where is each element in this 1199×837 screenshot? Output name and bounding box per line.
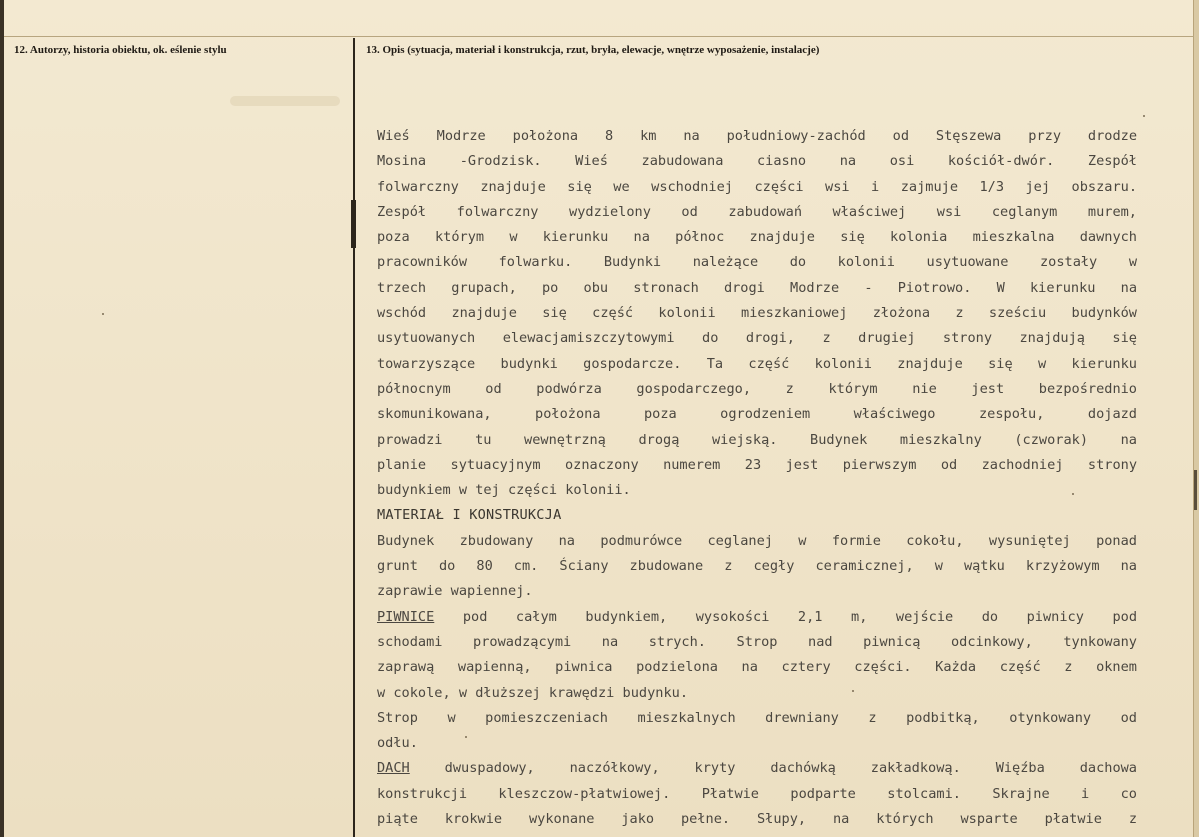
text-line: folwarczny znajduje się we wschodniej części wsi i zajmuje 1/3 jej obszaru. [377,178,1137,195]
text-line: usytuowanych elewacjamiszczytowymi do drogi, z drugiej strony znajdują się [377,330,1137,347]
dach-line [377,756,1137,781]
section-heading-material: MATERIAŁ I KONSTRUKCJA [377,507,562,524]
text-line: zaprawą wapienną, piwnica podzielona na cztery części. Każda część z oknem [377,659,1137,676]
text-line: Zespół folwarczny wydzielony od zabudowań właściwej wsi ceglanym murem, [377,203,1137,220]
piwnice-line [377,605,1137,630]
text-line: skomunikowana, położona poza ogrodzeniem właściwego zespołu, dojazd [377,406,1137,423]
text-line: planie sytuacyjnym oznaczony numerem 23 jest pierwszym od zachodniej strony [377,456,1137,473]
text-line: Strop w pomieszczeniach mieszkalnych drewniany z podbitką, otynkowany od [377,709,1137,726]
dach-label: DACH [377,760,410,777]
text-line: zaprawie wapiennej. [377,583,533,600]
column-divider-notch [351,200,356,248]
text-line: schodami prowadzącymi na strych. Strop nad piwnicą odcinkowy, tynkowany [377,633,1137,650]
column-divider [353,38,355,837]
text-line: wschód znajduje się część kolonii mieszkaniowej złożona z sześciu budynków [377,305,1137,322]
section-12-header: 12. Autorzy, historia obiektu, ok. eślenie stylu [14,44,227,56]
right-edge [1193,0,1199,837]
text-line: konstrukcji kleszczow-płatwiowej. Płatwie podparte stolcami. Skrajne i co [377,785,1137,802]
ink-dot [1143,115,1145,117]
left-border [0,0,4,837]
text-line: odłu. [377,735,418,752]
text-line: poza którym w kierunku na północ znajduje się kolonia mieszkalna dawnych [377,229,1137,246]
right-edge-mark [1194,470,1197,510]
text-line: towarzyszące budynki gospodarcze. Ta część kolonii znajduje się w kierunku [377,355,1137,372]
text-line: Budynek zbudowany na podmurówce ceglanej w formie cokołu, wysuniętej ponad [377,532,1137,549]
description-body [377,124,1137,832]
text-line: północnym od podwórza gospodarczego, z którym nie jest bezpośrednio [377,380,1137,397]
ink-dot [102,313,104,315]
dach-text: dwuspadowy, naczółkowy, kryty dachówką zakładkową. Więźba dachowa [409,760,1137,777]
text-line: Mosina -Grodzisk. Wieś zabudowana ciasno na osi kościół-dwór. Zespół [377,153,1137,170]
piwnice-label: PIWNICE [377,608,435,625]
text-line: prowadzi tu wewnętrzną drogą wiejską. Budynek mieszkalny (czworak) na [377,431,1137,448]
text-line: Wieś Modrze położona 8 km na południowy-zachód od Stęszewa przy drodze [377,128,1137,144]
text-line: grunt do 80 cm. Ściany zbudowane z cegły ceramicznej, w wątku krzyżowym na [377,558,1137,575]
text-line: w cokole, w dłuższej krawędzi budynku. [377,684,688,701]
text-line: pracowników folwarku. Budynki należące do kolonii usytuowane zostały w [377,254,1137,271]
text-line: trzech grupach, po obu stronach drogi Modrze - Piotrowo. W kierunku na [377,279,1137,296]
text-line: budynkiem w tej części kolonii. [377,482,631,499]
text-line: piąte krokwie wykonane jako pełne. Słupy, na których wsparte płatwie z [377,811,1137,828]
section-13-header: 13. Opis (sytuacja, materiał i konstrukcja, rzut, bryła, elewacje, wnętrze wyposażenie, instalacje) [366,44,820,56]
header-rule [4,36,1194,37]
paper-smudge [230,96,340,106]
piwnice-text: pod całym budynkiem, wysokości 2,1 m, wejście do piwnicy pod [434,608,1137,625]
